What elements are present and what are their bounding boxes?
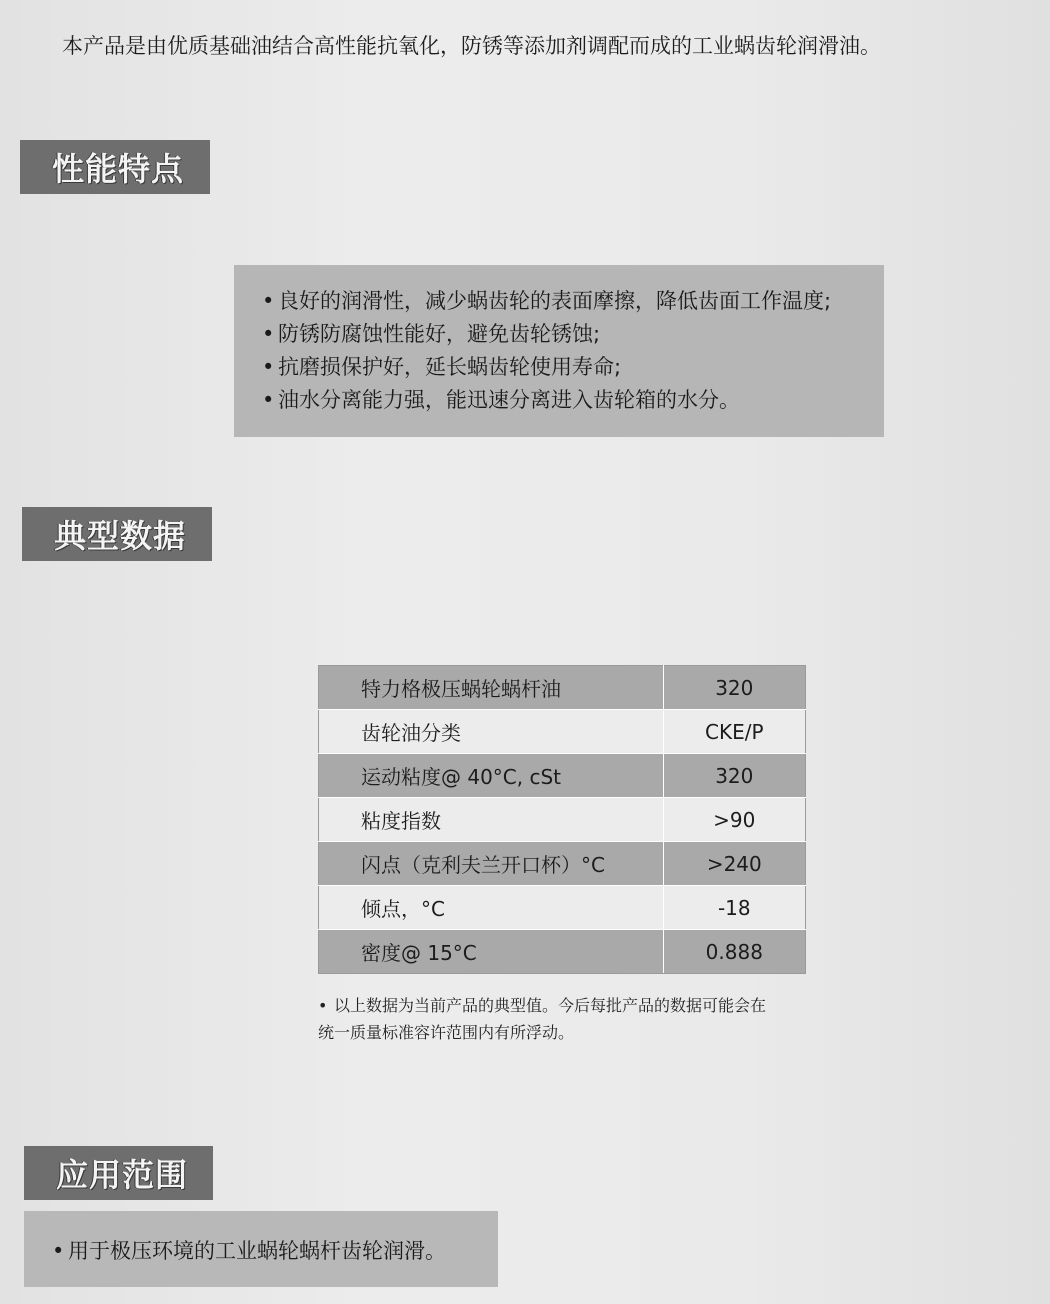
features-box	[234, 265, 884, 437]
table-cell-name: 特力格极压蜗轮蜗杆油	[319, 666, 664, 710]
feature-item: • 良好的润滑性，减少蜗齿轮的表面摩擦，降低齿面工作温度;	[262, 285, 884, 318]
table-row	[319, 710, 806, 754]
table-cell-value: CKE/P	[663, 710, 805, 754]
feature-item: • 油水分离能力强，能迅速分离进入齿轮箱的水分。	[262, 384, 884, 417]
table-footnote	[318, 992, 838, 1046]
typical-data-table	[318, 665, 806, 974]
apps-item: 用于极压环境的工业蜗轮蜗杆齿轮润滑。	[68, 1239, 446, 1263]
intro-paragraph: 本产品是由优质基础油结合高性能抗氧化，防锈等添加剂调配而成的工业蜗齿轮润滑油。	[62, 34, 881, 58]
feature-item: • 抗磨损保护好，延长蜗齿轮使用寿命;	[262, 351, 884, 384]
bullet-icon: •	[262, 355, 275, 379]
table-cell-value: >90	[663, 798, 805, 842]
data-title-text: 典型数据	[54, 517, 187, 555]
table-cell-value: >240	[663, 842, 805, 886]
table-cell-name: 齿轮油分类	[319, 710, 664, 754]
table-cell-name: 运动粘度@ 40°C, cSt	[319, 754, 664, 798]
footnote-line: 统一质量标准容许范围内有所浮动。	[318, 1023, 575, 1042]
table-cell-value: 320	[663, 754, 805, 798]
features-title-text: 性能特点	[52, 150, 185, 188]
table-row	[319, 930, 806, 974]
apps-box	[24, 1211, 498, 1287]
features-section-title	[20, 140, 210, 194]
apps-section-title	[24, 1146, 213, 1200]
data-section-title	[22, 507, 212, 561]
bullet-icon: •	[262, 289, 275, 313]
features-list	[262, 285, 884, 417]
bullet-icon: •	[262, 322, 275, 346]
footnote-line: • 以上数据为当前产品的典型值。今后每批产品的数据可能会在	[318, 992, 838, 1019]
table-cell-name: 密度@ 15°C	[319, 930, 664, 974]
table-row	[319, 754, 806, 798]
table-cell-name: 粘度指数	[319, 798, 664, 842]
table-cell-value: -18	[663, 886, 805, 930]
table-cell-name: 倾点，°C	[319, 886, 664, 930]
table-row	[319, 842, 806, 886]
table-cell-name: 闪点（克利夫兰开口杯）°C	[319, 842, 664, 886]
bullet-icon: •	[318, 996, 328, 1015]
bullet-icon: •	[262, 388, 275, 412]
table-cell-value: 0.888	[663, 930, 805, 974]
table-row	[319, 886, 806, 930]
table-cell-value: 320	[663, 666, 805, 710]
apps-title-text: 应用范围	[56, 1156, 189, 1194]
bullet-icon: •	[52, 1239, 65, 1263]
table-row	[319, 798, 806, 842]
feature-item: • 防锈防腐蚀性能好，避免齿轮锈蚀;	[262, 318, 884, 351]
table-row	[319, 666, 806, 710]
